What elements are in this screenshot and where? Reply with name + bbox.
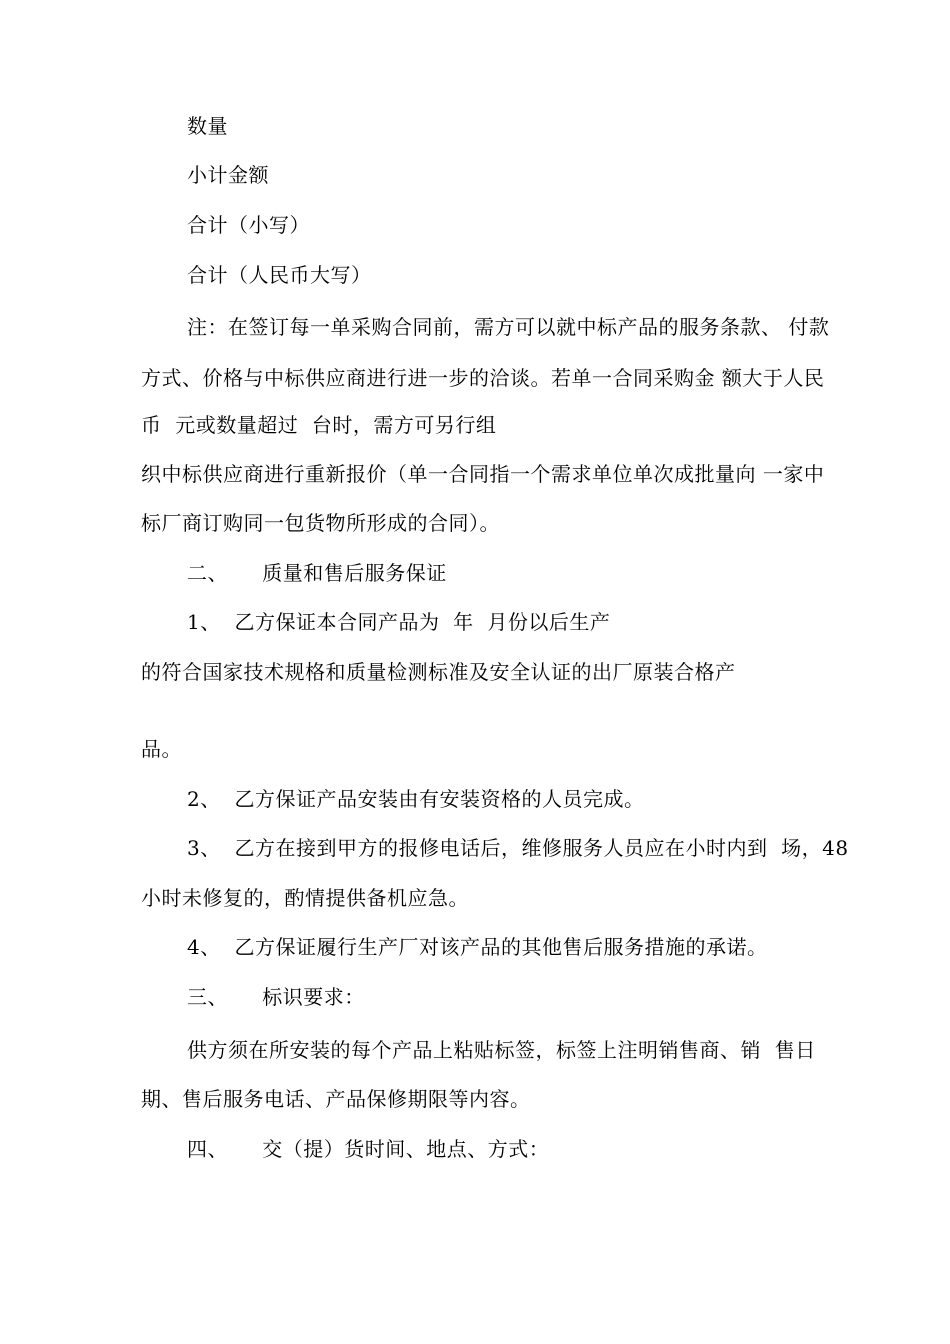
note-paragraph-line-4: 织中标供应商进行重新报价（单一合同指一个需求单位单次成批量向 一家中 (141, 462, 825, 486)
note-paragraph-line-5: 标厂商订购同一包货物所形成的合同）。 (141, 511, 500, 535)
label-requirement-line-2: 期、售后服务电话、产品保修期限等内容。 (141, 1087, 531, 1111)
clause-2-2: 2、 乙方保证产品安装由有安装资格的人员完成。 (187, 787, 645, 811)
section-heading-2: 二、 质量和售后服务保证 (187, 561, 447, 585)
label-requirement-line-1: 供方须在所安装的每个产品上粘贴标签，标签上注明销售商、销 售日 (187, 1038, 816, 1062)
clause-2-1-line-2: 的符合国家技术规格和质量检测标准及安全认证的出厂原装合格产 (141, 660, 736, 684)
clause-2-1-line-3: 品。 (141, 737, 182, 761)
line-total-lowercase: 合计（小写） (187, 213, 310, 237)
note-paragraph-line-2: 方式、价格与中标供应商进行进一步的洽谈。若单一合同采购金 额大于人民 (141, 366, 825, 390)
clause-2-1-line-1: 1、 乙方保证本合同产品为 年 月份以后生产 (187, 610, 611, 634)
section-heading-3: 三、 标识要求： (187, 985, 365, 1009)
note-paragraph-line-3: 币 元或数量超过 台时，需方可另行组 (141, 413, 497, 437)
note-paragraph-line-1: 注：在签订每一单采购合同前，需方可以就中标产品的服务条款、 付款 (187, 315, 830, 339)
line-total-rmb-uppercase: 合计（人民币大写） (187, 263, 372, 287)
clause-2-3-line-2: 小时未修复的，酌情提供备机应急。 (141, 886, 469, 910)
line-quantity: 数量 (187, 114, 228, 138)
line-subtotal: 小计金额 (187, 163, 269, 187)
clause-2-3-line-1: 3、 乙方在接到甲方的报修电话后，维修服务人员应在小时内到 场，48 (187, 836, 849, 860)
clause-2-4: 4、 乙方保证履行生产厂对该产品的其他售后服务措施的承诺。 (187, 935, 768, 959)
section-heading-4: 四、 交（提）货时间、地点、方式： (187, 1137, 550, 1161)
